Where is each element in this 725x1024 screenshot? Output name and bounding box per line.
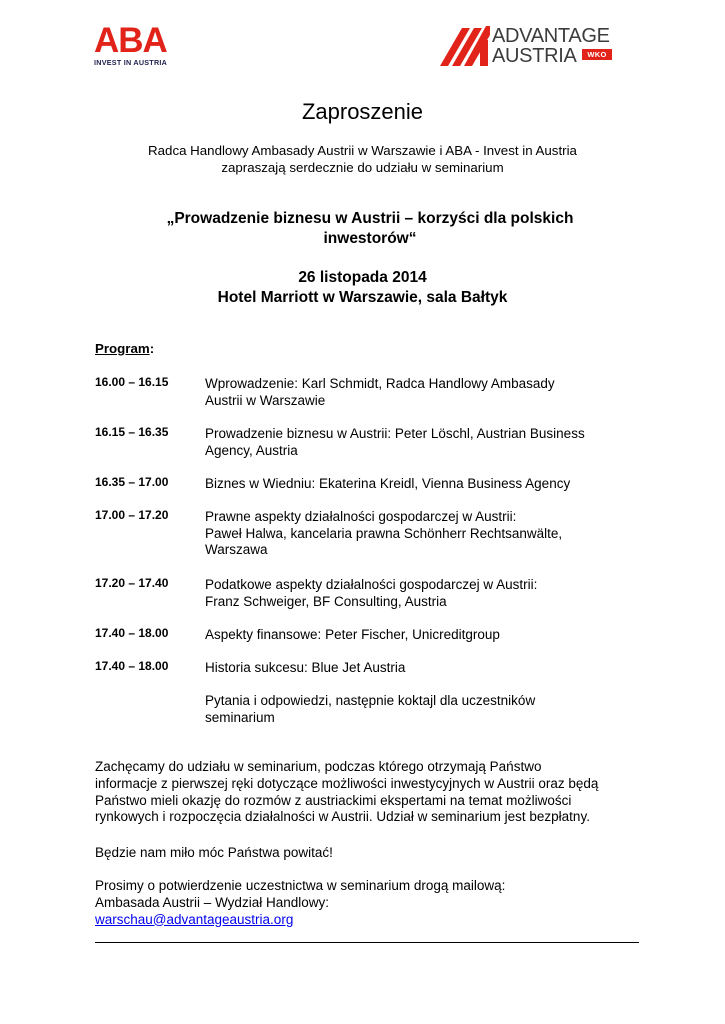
- program-description: [205, 509, 635, 559]
- program-line: seminarium: [205, 709, 275, 725]
- program-line: Austrii w Warszawie: [205, 392, 326, 408]
- program-time: 16.35 – 17.00: [95, 475, 169, 489]
- rsvp-paragraph: [95, 878, 655, 928]
- page-title: Zaproszenie: [301, 99, 424, 124]
- aba-logo-word: ABA: [94, 21, 167, 60]
- program-description: [205, 627, 635, 644]
- paragraph-line: Zachęcamy do udziału w seminarium, podczas którego otrzymają Państwo: [95, 759, 542, 774]
- program-description: [205, 376, 635, 409]
- aba-logo-subtitle: INVEST IN AUSTRIA: [94, 58, 168, 67]
- intro-line: Radca Handlowy Ambasady Austrii w Warszawie i ABA - Invest in Austria: [148, 143, 577, 158]
- rsvp-prefix: Ambasada Austrii – Wydział Handlowy:: [95, 894, 329, 910]
- bottom-divider: [95, 942, 639, 943]
- program-line: Biznes w Wiedniu: Ekaterina Kreidl, Vienna Business Agency: [205, 476, 571, 491]
- program-time: 17.40 – 18.00: [95, 626, 169, 640]
- advantage-logo-line1: ADVANTAGE: [492, 25, 610, 47]
- paragraph-line: Będzie nam miło móc Państwa powitać!: [95, 845, 333, 860]
- email-link[interactable]: warschau@advantageaustria.org: [95, 911, 294, 927]
- event-date-venue: [0, 268, 725, 307]
- program-line: Franz Schweiger, BF Consulting, Austria: [205, 593, 447, 609]
- invitation-paragraph: [95, 759, 655, 826]
- program-heading-label: Program: [95, 341, 150, 356]
- program-time: 16.15 – 16.35: [95, 425, 169, 439]
- rsvp-line: Prosimy o potwierdzenie uczestnictwa w seminarium drogą mailową:: [95, 878, 506, 893]
- rsvp-contact-line: [95, 895, 655, 929]
- program-description: [205, 660, 635, 677]
- program-description: [205, 577, 635, 610]
- program-line: Prowadzenie biznesu w Austrii: Peter Löschl, Austrian Business: [205, 426, 585, 441]
- program-line: Historia sukcesu: Blue Jet Austria: [205, 660, 406, 675]
- advantage-austria-mark-icon: [440, 26, 490, 66]
- welcome-paragraph: [95, 845, 655, 862]
- program-line: Aspekty finansowe: Peter Fischer, Unicreditgroup: [205, 627, 500, 642]
- intro-text: [0, 143, 725, 176]
- program-time: 17.20 – 17.40: [95, 576, 169, 590]
- paragraph-line: Państwo mieli okazję do rozmów z austriackimi ekspertami na temat możliwości: [95, 792, 572, 808]
- program-description: [205, 426, 635, 459]
- program-heading-colon: :: [149, 341, 155, 356]
- event-venue: Hotel Marriott w Warszawie, sala Bałtyk: [217, 288, 508, 306]
- program-time: 17.00 – 17.20: [95, 508, 169, 522]
- program-time: 17.40 – 18.00: [95, 659, 169, 673]
- event-date: 26 listopada 2014: [298, 269, 427, 286]
- program-time: 16.00 – 16.15: [95, 375, 169, 389]
- program-description: [205, 693, 635, 726]
- paragraph-line: rynkowych i rozpoczęcia działalności w Austrii. Udział w seminarium jest bezpłatny.: [95, 809, 590, 825]
- wko-badge: WKO: [582, 49, 612, 60]
- program-line: Agency, Austria: [205, 442, 298, 458]
- program-heading: [95, 341, 154, 356]
- advantage-logo-line2: AUSTRIA: [492, 45, 577, 67]
- aba-logo: [94, 21, 178, 68]
- program-line: Pytania i odpowiedzi, następnie koktajl dla uczestników: [205, 693, 536, 708]
- event-title: „Prowadzenie biznesu w Austrii – korzyści dla polskich inwestorów“: [166, 210, 574, 247]
- program-line: Prawne aspekty działalności gospodarczej w Austrii:: [205, 509, 517, 524]
- intro-line: zapraszają serdecznie do udziału w seminarium: [221, 159, 504, 175]
- program-description: [205, 476, 635, 493]
- program-line: Paweł Halwa, kancelaria prawna Schönherr Rechtsanwälte,: [205, 525, 563, 541]
- paragraph-line: informacje z pierwszej ręki dotyczące możliwości inwestycyjnych w Austrii oraz będą: [95, 775, 599, 791]
- program-line: Warszawa: [205, 542, 268, 557]
- program-line: Wprowadzenie: Karl Schmidt, Radca Handlowy Ambasady: [205, 376, 555, 391]
- advantage-austria-logo: [440, 26, 630, 68]
- program-line: Podatkowe aspekty działalności gospodarczej w Austrii:: [205, 577, 538, 592]
